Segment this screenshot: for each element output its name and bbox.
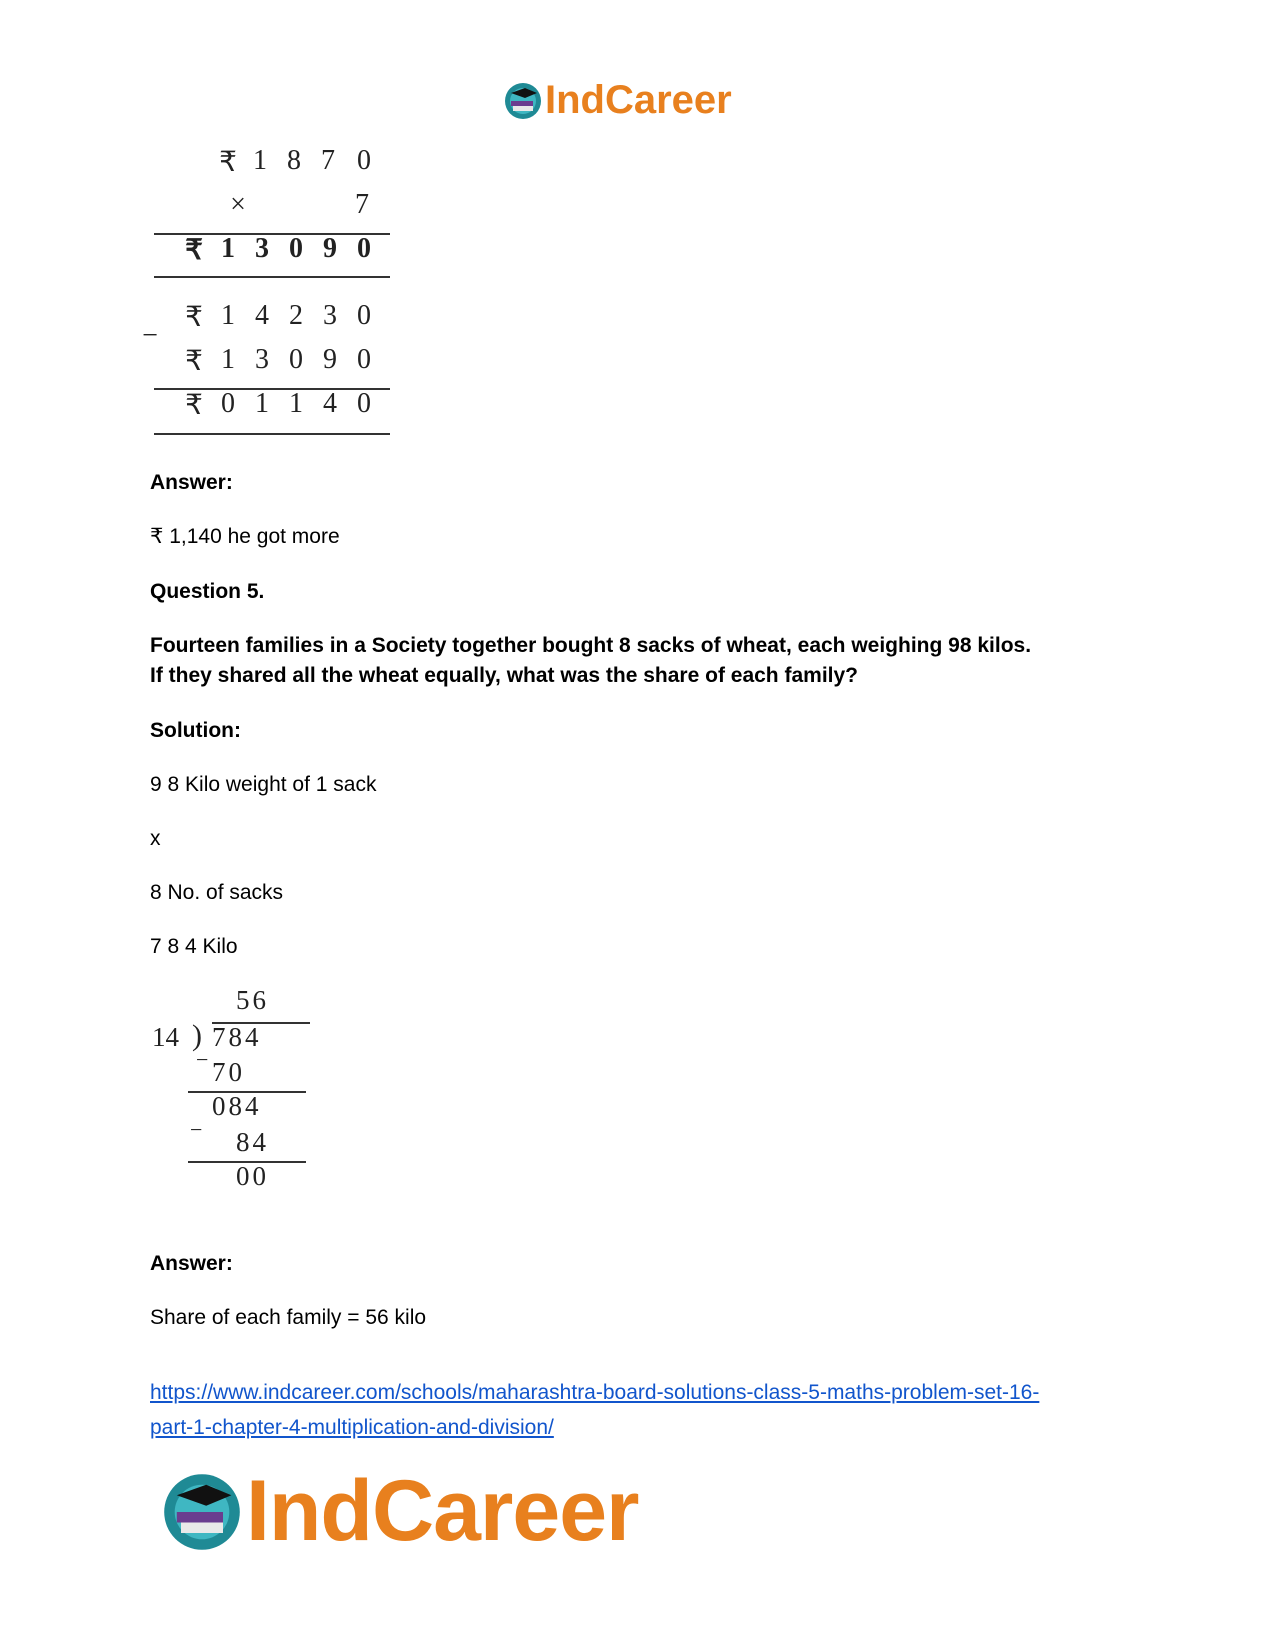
divider-line — [154, 276, 390, 278]
digit: 0 — [357, 233, 371, 264]
source-link[interactable] — [150, 1378, 1150, 1443]
answer-text: ₹ 1,140 he got more — [150, 525, 340, 548]
source-link-line[interactable]: https://www.indcareer.com/schools/maharashtra-board-solutions-class-5-maths-problem-set-16- — [150, 1381, 1040, 1404]
solution-label: Solution: — [150, 719, 241, 742]
digit: 8 — [287, 145, 301, 176]
digit: 0 — [289, 233, 303, 264]
header-logo — [503, 78, 732, 123]
indcareer-logo-icon — [503, 81, 543, 121]
source-link-line[interactable]: part-1-chapter-4-multiplication-and-division/ — [150, 1416, 554, 1439]
digit: 0 — [221, 388, 235, 419]
division-bracket-icon: ) — [192, 1019, 202, 1052]
question-line: Fourteen families in a Society together bought 8 sacks of wheat, each weighing 98 kilos. — [150, 634, 1032, 657]
digit: 1 — [289, 388, 303, 419]
indcareer-logo-icon — [160, 1470, 244, 1554]
digit: 1 — [221, 300, 235, 331]
digit: 0 — [357, 388, 371, 419]
minus-sign: − — [190, 1117, 206, 1142]
long-division-working — [150, 985, 320, 1195]
rupee-symbol: ₹ — [219, 147, 237, 178]
solution-line: 7 8 4 Kilo — [150, 935, 238, 958]
remainder: 084 — [212, 1091, 262, 1121]
digit: 9 — [323, 344, 337, 375]
brand-name: IndCareer — [246, 1463, 639, 1559]
divisor: 14 — [152, 1022, 179, 1052]
digit: 0 — [357, 300, 371, 331]
digit: 7 — [321, 145, 335, 176]
solution-line: 8 No. of sacks — [150, 881, 284, 904]
divider-line — [154, 433, 390, 435]
solution-line: 9 8 Kilo weight of 1 sack — [150, 773, 377, 796]
digit: 0 — [357, 344, 371, 375]
digit: 1 — [221, 233, 235, 264]
minus-sign: − — [196, 1047, 212, 1072]
digit: 3 — [323, 300, 337, 331]
answer-label: Answer: — [150, 471, 233, 494]
rupee-symbol: ₹ — [185, 390, 203, 421]
digit: 7 — [355, 189, 369, 220]
times-sign: × — [230, 189, 246, 220]
digit: 4 — [255, 300, 269, 331]
digit: 1 — [221, 344, 235, 375]
dividend: 784 — [212, 1022, 262, 1052]
digit: 3 — [255, 344, 269, 375]
quotient: 56 — [236, 985, 269, 1015]
digit: 1 — [255, 388, 269, 419]
rupee-symbol: ₹ — [185, 346, 203, 377]
rupee-symbol: ₹ — [185, 235, 203, 266]
subtract-step: 84 — [236, 1127, 269, 1157]
minus-sign: − — [142, 320, 158, 351]
subtraction-working — [142, 300, 395, 440]
digit: 4 — [323, 388, 337, 419]
question-line: If they shared all the wheat equally, what was the share of each family? — [150, 664, 858, 687]
solution-line: x — [150, 827, 161, 850]
digit: 3 — [255, 233, 269, 264]
digit: 0 — [357, 145, 371, 176]
digit: 0 — [289, 344, 303, 375]
answer-text: Share of each family = 56 kilo — [150, 1306, 427, 1329]
subtract-step: 70 — [212, 1057, 245, 1087]
digit: 1 — [253, 145, 267, 176]
rupee-symbol: ₹ — [185, 302, 203, 333]
remainder: 00 — [236, 1161, 269, 1191]
brand-name: IndCareer — [545, 78, 732, 122]
answer-label: Answer: — [150, 1252, 233, 1275]
footer-logo — [160, 1462, 639, 1561]
digit: 9 — [323, 233, 337, 264]
question-label: Question 5. — [150, 580, 265, 603]
digit: 2 — [289, 300, 303, 331]
